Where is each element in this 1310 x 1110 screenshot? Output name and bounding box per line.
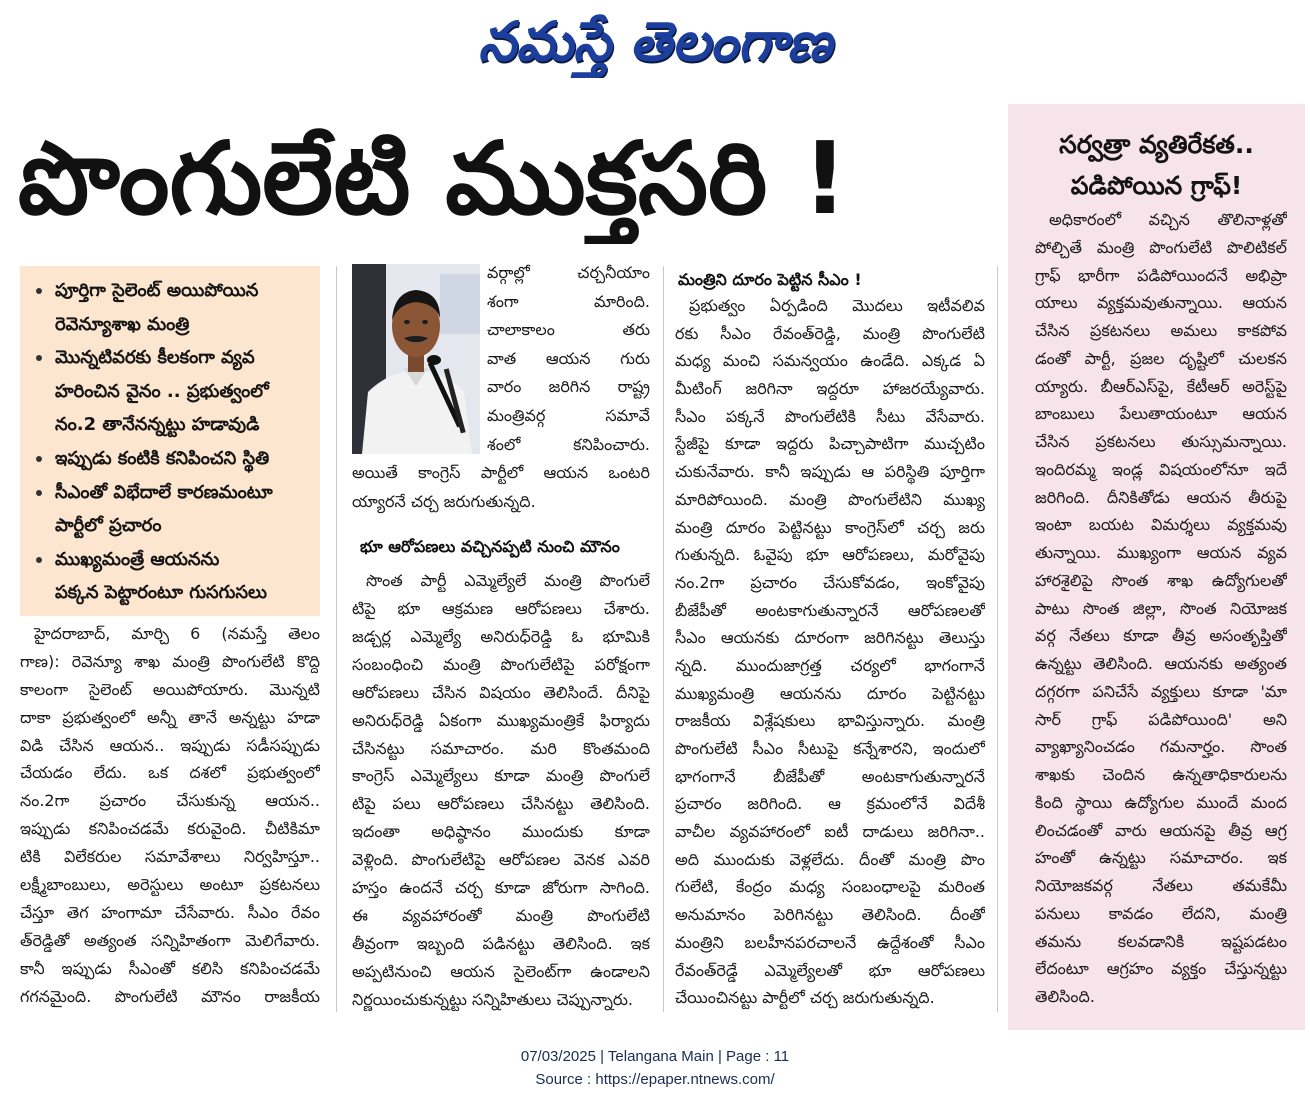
sidebar-text-line: కింది స్థాయి ఉద్యోగుల ముందే మంద [1035, 792, 1287, 812]
bullet-icon [36, 456, 42, 462]
sidebar-text-line: చేసిన ప్రకటనలు తుస్సుమన్నాయి. [1035, 432, 1287, 451]
column-2-intro [487, 259, 650, 459]
article-text-line: టికి విలేకరుల సమావేశాలు నిర్వహిస్తూ.. [20, 847, 320, 867]
article-text-line: గాణ): రెవెన్యూ శాఖ మంత్రి పొంగులేటి కొద్ది [20, 651, 320, 671]
highlight-item [20, 274, 320, 308]
article-text-line: వాత ఆయన గురు [487, 348, 650, 368]
sidebar-text-line: చేసిన ప్రకటనలు అమలు కాకపోవ [1035, 321, 1287, 340]
highlight-text: హరించిన వైనం .. ప్రభుత్వంలో [55, 380, 269, 402]
article-text-line: చేస్తూ తెగ హంగామా చేసేవారు. సీఎం రేవం [20, 902, 320, 922]
article-text-line: భాగంగానే బీజేపీతో అంటకాగుతున్నారనే [675, 766, 985, 786]
article-text-line: శంలో కనిపించారు. [487, 434, 650, 454]
highlight-item [20, 341, 320, 375]
sidebar-title-line: పడిపోయిన గ్రాఫ్! [1070, 171, 1243, 200]
article-text-line: అనుమానం పెరిగినట్టు తెలిసింది. దీంతో [675, 905, 985, 925]
article-text-line: దాకా ప్రభుత్వంలో అన్నీ తానే అన్నట్టు హడా [20, 707, 320, 727]
column-2-subheading: భూ ఆరోపణలు వచ్చినప్పటి నుంచి మౌనం [360, 537, 620, 556]
footer-source: Source : https://epaper.ntnews.com/ [535, 1071, 775, 1088]
article-text-line: ప్రభుత్వం ఏర్పడింది మొదలు ఇటీవలివ [689, 296, 985, 315]
article-text-line: ఇప్పుడు కనిపించడమే కరువైంది. చీటికిమా [20, 819, 320, 839]
sidebar-text-line: జరిగింది. దీనికితోడు ఆయన తీరుపై [1035, 487, 1287, 507]
article-text-line: గులేటి, కేంద్రం మధ్య సంబంధాలపై మరింత [675, 877, 985, 897]
article-text-line: మంత్రిని బలహీనపరచాలనే ఉద్దేశంతో సీఎం [675, 932, 985, 952]
article-text-line: టిపై పలు ఆరోపణలు చేసినట్టు తెలిసింది. [352, 794, 650, 814]
minister-photo [352, 264, 480, 454]
article-text-line: కాలంగా సైలెంట్ అయిపోయారు. మొన్నటి [20, 679, 320, 699]
article-text-line: గుతున్నది. ఓవైపు భూ ఆరోపణలు, మరోవైపు [675, 545, 985, 565]
article-text-line: సీఎం పక్కనే పొంగులేటికి సీటు వేసేవారు. [675, 406, 985, 426]
highlight-item-cont [20, 509, 320, 543]
article-text-line: చేయించినట్టు పార్టీలో చర్చ జరుగుతున్నది. [675, 988, 935, 1008]
sidebar-text-line: య్యారు. బీఆర్ఎస్‌పై, కేటీఆర్ అరెస్ట్‌పై [1035, 376, 1287, 396]
sidebar-body [1035, 206, 1287, 1011]
article-text-line: ఇదంతా అధిష్ఠానం ముందుకు కూడా [352, 822, 650, 842]
highlights-box [20, 266, 320, 616]
article-text-line: సీఎం ఆయనకు దూరంగా జరిగినట్టు తెలుస్తు [675, 628, 985, 648]
article-text-line: సొంత పార్టీ ఎమ్మెల్యేలే మంత్రి పొంగులే [366, 571, 650, 590]
sidebar-text-line: ఇందిరమ్మ ఇండ్ల విషయంలోనూ ఇదే [1035, 459, 1287, 479]
article-text-line: అనిరుధ్‌రెడ్డి ఏకంగా ముఖ్యమంత్రికే ఫిర్యాదు [352, 710, 650, 730]
article-text-line: వెళ్లింది. పొంగులేటిపై ఆరోపణల వెనక ఎవరి [352, 850, 650, 870]
sidebar-title-line: సర్వత్రా వ్యతిరేకత.. [1059, 130, 1254, 159]
article-text-line: సంబంధించి మంత్రి పొంగులేటిపై పరోక్షంగా [352, 654, 650, 674]
sidebar-text-line: యాలు వ్యక్తమవుతున్నాయి. ఆయన [1035, 293, 1287, 313]
article-text-line: శంగా మారింది. [487, 291, 650, 311]
article-text-line: స్టేజీపై కూడా ఇద్దరు పిచ్చాపాటిగా ముచ్చటిం [675, 434, 985, 454]
column-1-body [20, 620, 320, 1010]
article-text-line: లక్ష్మీబాంబులు, అరెస్టులు అంటూ ప్రకటనలు [20, 875, 320, 895]
article-text-line: చుకునేవారు. కానీ ఇప్పుడు ఆ పరిస్థితి పూర్తిగా [675, 462, 985, 482]
column-divider [997, 266, 998, 1012]
article-text-line: అప్పటినుంచి ఆయన సైలెంట్‌గా ఉండాలని [352, 961, 650, 981]
article-text-line: నిర్ణయించుకున్నట్టు సన్నిహితులు చెప్పున్నారు. [352, 989, 634, 1009]
article-text-line: నం.2గా ప్రచారం చేసుకున్న ఆయన.. [20, 791, 320, 811]
highlight-item-cont [20, 408, 320, 442]
highlight-text: మొన్నటివరకు కీలకంగా వ్యవ [55, 347, 255, 369]
sidebar-text-line: సార్ గ్రాఫ్ పడిపోయింది' అని [1035, 709, 1287, 729]
minister-photo-image [352, 264, 480, 454]
article-text-line: టిపై భూ ఆక్రమణ ఆరోపణలు చేశారు. [352, 598, 650, 618]
article-text-line: చేసినట్టు సమాచారం. మరి కొంతమంది [352, 738, 650, 758]
article-text-line: ముఖ్యమంత్రి ఆయనను దూరం పెట్టినట్టు [675, 683, 985, 703]
article-text-line: అది ముందుకు వెళ్లలేదు. దీంతో మంత్రి పొం [675, 849, 985, 869]
newspaper-masthead: నమస్తే తెలంగాణ [478, 10, 832, 73]
sidebar-text-line: హారశైలిపై సొంత శాఖ ఉద్యోగులతో [1035, 570, 1287, 590]
highlight-text: నం.2 తానేనన్నట్టు హడావుడి [55, 414, 260, 436]
sidebar-text-line: పాటు సొంత జిల్లా, సొంత నియోజక [1035, 598, 1287, 618]
sidebar-text-line: తమను కలవడానికి ఇష్టపడటం [1035, 931, 1287, 951]
bullet-icon [36, 355, 42, 361]
highlight-text: పూర్తిగా సైలెంట్ అయిపోయిన [55, 280, 259, 301]
article-text-line: త్‌రెడ్డితో అత్యంత సన్నిహితంగా మెలిగేవారు. [20, 930, 320, 950]
article-text-line: చాలాకాలం తరు [487, 320, 650, 340]
highlight-item-cont [20, 576, 320, 610]
article-text-line: హస్తం ఉందనే చర్చ కూడా జోరుగా సాగింది. [352, 878, 650, 898]
sidebar-text-line: వ్యాఖ్యానించడం గమనార్హం. సొంత [1035, 737, 1287, 757]
article-text-line: కాంగ్రెస్ ఎమ్మెల్యేలు కూడా మంత్రి పొంగులే [352, 766, 650, 786]
article-text-line: విడి చేసిన ఆయన.. ఇప్పుడు సడీసప్పుడు [20, 735, 320, 755]
highlight-text: ముఖ్యమంత్రే ఆయనను [55, 548, 220, 570]
sidebar-text-line: హంతో ఉన్నట్టు సమాచారం. ఇక [1035, 848, 1287, 868]
bullet-icon [36, 490, 42, 496]
article-text-line: ఈ వ్యవహారంతో మంత్రి పొంగులేటి [352, 906, 650, 926]
article-text-line: మీటింగ్ జరిగినా ఇద్దరూ హాజరయ్యేవారు. [675, 379, 985, 399]
highlight-item [20, 543, 320, 577]
sidebar-text-line: లేదంటూ ఆగ్రహం వ్యక్తం చేస్తున్నట్టు [1035, 959, 1287, 979]
sidebar-text-line: పనులు కావడం లేదని, మంత్రి [1035, 903, 1287, 923]
sidebar-text-line: లించడంతో వారు ఆయనపై తీవ్ర ఆగ్ర [1035, 820, 1287, 840]
sidebar-text-line: అధికారంలో వచ్చిన తొలినాళ్లతో [1049, 210, 1287, 229]
highlight-text: రెవెన్యూశాఖ మంత్రి [55, 313, 190, 335]
column-2-body [352, 567, 650, 1014]
article-text-line: అయితే కాంగ్రెస్ పార్టీలో ఆయన ఒంటరి [352, 463, 650, 482]
article-text-line: తీవ్రంగా ఇబ్బంది పడినట్టు తెలిసింది. ఇక [352, 933, 650, 953]
bullet-icon [36, 557, 42, 563]
sidebar-text-line: వర్గ నేతలు కూడా తీవ్ర అసంతృప్తితో [1035, 626, 1287, 646]
sidebar-text-line: డంతో పార్టీ, ప్రజల దృష్టిలో చులకన [1035, 348, 1287, 368]
article-text-line: మంత్రివర్గ సమావే [487, 405, 650, 425]
article-text-line: రాజకీయ విశ్లేషకులు భావిస్తున్నారు. మంత్రి [675, 711, 985, 731]
article-text-line: గగనమైంది. పొంగులేటి మౌనం రాజకీయ [20, 986, 320, 1006]
article-text-line: బీజేపీతో అంటకాగుతున్నారనే ఆరోపణలతో [675, 600, 985, 620]
column-2-intro-cont [352, 459, 650, 516]
sidebar-title [1008, 124, 1305, 206]
sidebar-text-line: గ్రాఫ్ భారీగా పడిపోయిందనే అభిప్రా [1035, 265, 1287, 285]
article-text-line: న్నది. ముందుజాగ్రత్త చర్యలో భాగంగానే [675, 655, 985, 675]
bullet-icon [36, 288, 42, 294]
article-text-line: నం.2గా ప్రచారం చేసుకోవడం, ఇంకోవైపు [675, 572, 985, 592]
sidebar-text-line: బాంబులు పేలుతాయంటూ ఆయన [1035, 404, 1287, 424]
article-text-line: జడ్చర్ల ఎమ్మెల్యే అనిరుధ్‌రెడ్డి ఓ భూమికి [352, 626, 650, 646]
column-divider [336, 266, 337, 1012]
sidebar-text-line: దగ్గరగా పనిచేసే వ్యక్తులు కూడా 'మా [1035, 681, 1287, 701]
highlight-text: పార్టీలో ప్రచారం [55, 515, 162, 537]
article-text-line: వాచీల వ్యవహారంలో ఐటీ దాడులు జరిగినా.. [675, 822, 985, 842]
sidebar-text-line: తెలిసింది. [1035, 987, 1095, 1006]
article-text-line: రేవంత్‌రెడ్డే ఎమ్మెల్యేలతో భూ ఆరోపణలు [675, 960, 985, 980]
highlight-item [20, 442, 320, 476]
article-text-line: రకు సీఎం రేవంత్‌రెడ్డి, మంత్రి పొంగులేటి [675, 323, 985, 343]
article-text-line: ప్రచారం జరిగింది. ఆ క్రమంలోనే విదేశీ [675, 794, 985, 814]
article-text-line: మధ్య మంచి సమన్వయం ఉండేది. ఎక్కడ ఏ [675, 351, 985, 371]
article-text-line: వర్గాల్లో చర్చనీయాం [487, 263, 650, 282]
column-3-body [675, 292, 985, 1012]
article-text-line: చేయడం లేదు. ఒక దశలో ప్రభుత్వంలో [20, 763, 320, 783]
headline: పొంగులేటి ముక్తసరి ! [18, 120, 848, 237]
article-text-line: హైదరాబాద్, మార్చి 6 (నమస్తే తెలం [34, 624, 320, 643]
article-text-line: వారం జరిగిన రాష్ట్ర [487, 377, 650, 397]
article-text-line: ఆరోపణలు చేసిన విషయం తెలిసిందే. దీనిపై [352, 682, 650, 702]
sidebar-text-line: శాఖకు చెందిన ఉన్నతాధికారులను [1035, 765, 1287, 784]
article-text-line: కానీ ఇప్పుడు సీఎంతో కలిసి కనిపించడమే [20, 958, 320, 978]
sidebar-text-line: ఉన్నట్టు తెలిసింది. ఆయనకు అత్యంత [1035, 654, 1287, 673]
highlight-text: పక్కన పెట్టారంటూ గుసగుసలు [55, 582, 267, 604]
highlight-text: ఇప్పుడు కంటికి కనిపించని స్థితి [55, 447, 270, 469]
highlight-item [20, 476, 320, 510]
sidebar-text-line: తున్నాయి. ముఖ్యంగా ఆయన వ్యవ [1035, 543, 1287, 562]
column-divider [663, 266, 664, 1012]
footer-edition-info: 07/03/2025 | Telangana Main | Page : 11 [520, 1048, 790, 1065]
article-text-line: య్యారనే చర్చ జరుగుతున్నది. [352, 491, 536, 511]
article-text-line: మారిపోయింది. మంత్రి పొంగులేటిని ముఖ్య [675, 489, 985, 509]
highlight-text: సీఎంతో విభేదాలే కారణమంటూ [55, 481, 273, 503]
highlight-item-cont [20, 308, 320, 342]
sidebar-text-line: ఇంటా బయట విమర్శలు వ్యక్తమవు [1035, 515, 1287, 535]
highlight-item-cont [20, 375, 320, 409]
article-text-line: మంత్రి దూరం పెట్టినట్టు కాంగ్రెస్‌లో చర్చ జరు [675, 517, 985, 537]
sidebar-text-line: పోల్చితే మంత్రి పొంగులేటి పొలిటికల్ [1035, 237, 1287, 257]
column-3-subheading: మంత్రిని దూరం పెట్టిన సీఎం ! [678, 270, 862, 289]
article-text-line: పొంగులేటి సీఎం సీటుపై కన్నేశారని, ఇందులో [675, 739, 985, 758]
sidebar-text-line: నియోజకవర్గ నేతలు తమకేమీ [1035, 876, 1287, 895]
